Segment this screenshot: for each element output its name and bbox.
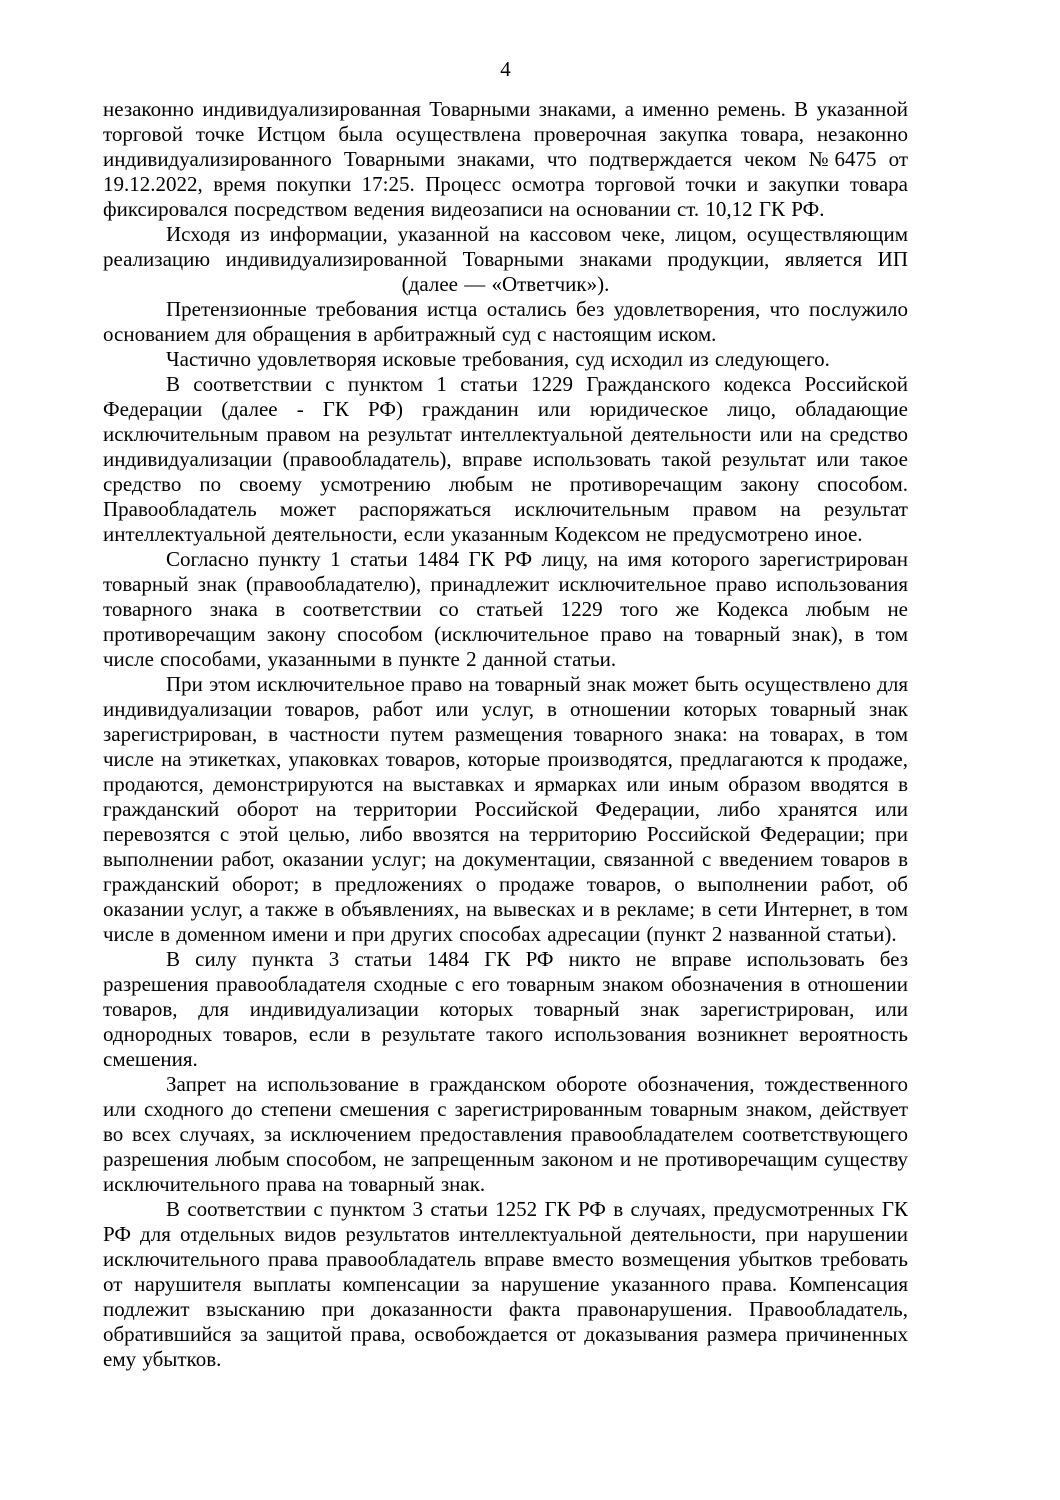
paragraph-defendant-info: Исходя из информации, указанной на кассовом чеке, лицом, осуществляющим реализацию индивидуализированной Товарными знаками продукции, является ИП [103, 222, 908, 271]
paragraph-gk-article-1229: В соответствии с пунктом 1 статьи 1229 Гражданского кодекса Российской Федерации (далее - ГК РФ) гражданин или юридическое лицо, обладающие исключительным правом на результат интеллектуальной деятельности или на средство индивидуализации (правообладатель), вправе использовать такой результат или такое средство по своему усмотрению любым не противоречащим закону способом. Правообладатель может распоряжаться исключительным правом на результат интеллектуальной деятельности, если указанным Кодексом не предусмотрено иное. [103, 372, 908, 546]
document-body [103, 97, 908, 1372]
paragraph-gk-article-1484-p1: Согласно пункту 1 статьи 1484 ГК РФ лицу, на имя которого зарегистрирован товарный знак (правообладателю), принадлежит исключительное право использования товарного знака в соответствии со статьей 1229 того же Кодекса любым не противоречащим закону способом (исключительное право на товарный знак), в том числе способами, указанными в пункте 2 данной статьи. [103, 547, 908, 671]
paragraph-trademark-use-methods: При этом исключительное право на товарный знак может быть осуществлено для индивидуализации товаров, работ или услуг, в отношении которых товарный знак зарегистрирован, в частности путем размещения товарного знака: на товарах, в том числе на этикетках, упаковках товаров, которые производятся, предлагаются к продаже, продаются, демонстрируются на выставках и ярмарках или иным образом вводятся в гражданский оборот на территории Российской Федерации, либо хранятся или перевозятся с этой целью, либо ввозятся на территорию Российской Федерации; при выполнении работ, оказании услуг; на документации, связанной с введением товаров в гражданский оборот; в предложениях о продаже товаров, о выполнении работ, об оказании услуг, а также в объявлениях, на вывесках и в рекламе; в сети Интернет, в том числе в доменном имени и при других способах адресации (пункт 2 названной статьи). [103, 672, 908, 946]
paragraph-use-prohibition: Запрет на использование в гражданском обороте обозначения, тождественного или сходного до степени смешения с зарегистрированным товарным знаком, действует во всех случаях, за исключением предоставления правообладателем соответствующего разрешения любым способом, не запрещенным законом и не противоречащим существу исключительного права на товарный знак. [103, 1072, 908, 1196]
paragraph-claims-unsatisfied: Претензионные требования истца остались без удовлетворения, что послужило основанием для обращения в арбитражный суд с настоящим иском. [103, 297, 908, 346]
page-number: 4 [500, 57, 511, 81]
paragraph-gk-article-1484-p3: В силу пункта 3 статьи 1484 ГК РФ никто не вправе использовать без разрешения правообладателя сходные с его товарным знаком обозначения в отношении товаров, для индивидуализации которых товарный знак зарегистрирован, или однородных товаров, если в результате такого использования возникнет вероятность смешения. [103, 947, 908, 1071]
paragraph-gk-article-1252: В соответствии с пунктом 3 статьи 1252 ГК РФ в случаях, предусмотренных ГК РФ для отдельных видов результатов интеллектуальной деятельности, при нарушении исключительного права правообладатель вправе вместо возмещения убытков требовать от нарушителя выплаты компенсации за нарушение указанного права. Компенсация подлежит взысканию при доказанности факта правонарушения. Правообладатель, обратившийся за защитой права, освобождается от доказывания размера причиненных ему убытков. [103, 1197, 908, 1371]
paragraph-defendant-label: (далее — «Ответчик»). [401, 272, 610, 296]
paragraph-continuation-purchase: незаконно индивидуализированная Товарными знаками, а именно ремень. В указанной торговой точке Истцом была осуществлена проверочная закупка товара, незаконно индивидуализированного Товарными знаками, что подтверждается чеком №6475 от 19.12.2022, время покупки 17:25. Процесс осмотра торговой точки и закупки товара фиксировался посредством ведения видеозаписи на основании ст. 10,12 ГК РФ. [103, 97, 908, 221]
paragraph-court-partial-satisfaction: Частично удовлетворяя исковые требования, суд исходил из следующего. [166, 347, 830, 371]
